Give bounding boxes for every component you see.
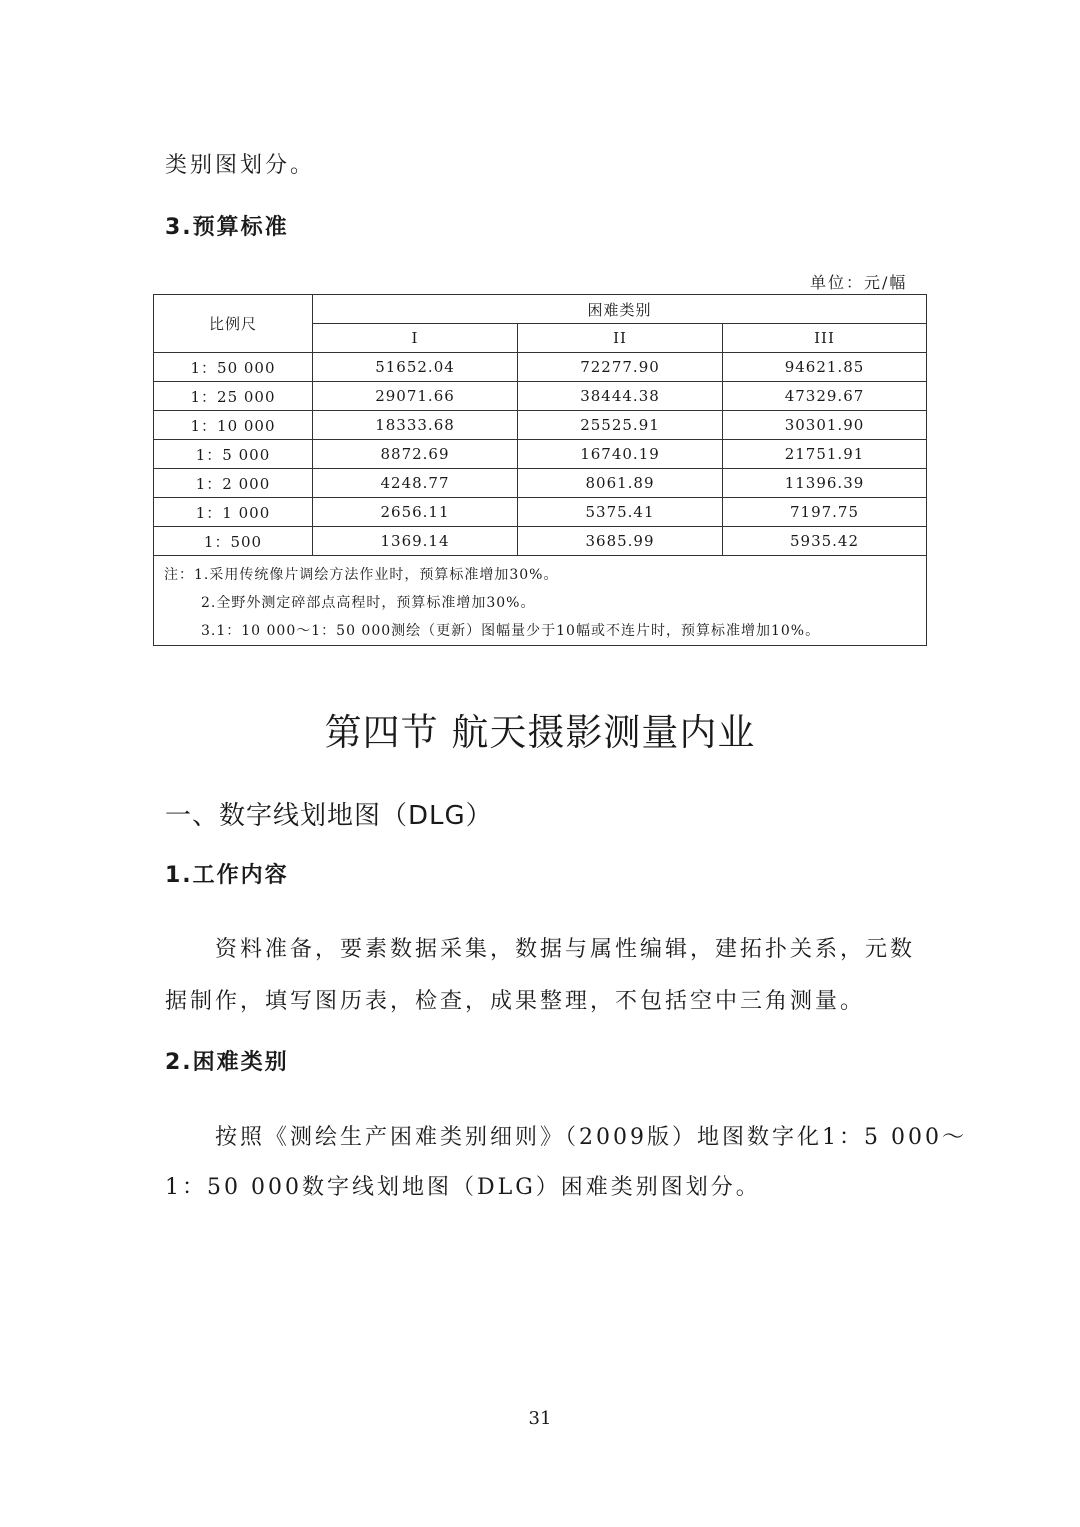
cell-scale: 1：1 000 — [154, 498, 313, 527]
cell-value: 11396.39 — [723, 469, 927, 498]
cell-value: 7197.75 — [723, 498, 927, 527]
table-notes — [154, 556, 927, 646]
work-content-line-2: 据制作，填写图历表，检查，成果整理，不包括空中三角测量。 — [165, 989, 866, 1014]
section-heading-dlg: 一、数字线划地图（DLG） — [165, 801, 493, 831]
cell-value: 3685.99 — [518, 527, 723, 556]
cell-value: 5375.41 — [518, 498, 723, 527]
cell-scale: 1：25 000 — [154, 382, 313, 411]
cell-value: 51652.04 — [313, 353, 518, 382]
cell-value: 30301.90 — [723, 411, 927, 440]
cell-value: 25525.91 — [518, 411, 723, 440]
cell-value: 72277.90 — [518, 353, 723, 382]
cell-scale: 1：5 000 — [154, 440, 313, 469]
table-row — [154, 353, 927, 382]
section-heading-budget: 3.预算标准 — [165, 215, 289, 240]
header-cat-1: I — [313, 324, 518, 353]
cell-value: 2656.11 — [313, 498, 518, 527]
table-row — [154, 440, 927, 469]
note-1: 注：1.采用传统像片调绘方法作业时，预算标准增加30%。 — [164, 567, 559, 583]
paragraph-continuation: 类别图划分。 — [165, 153, 316, 178]
unit-label: 单位：元/幅 — [810, 273, 908, 292]
table-row — [154, 527, 927, 556]
table-row — [154, 469, 927, 498]
cell-value: 29071.66 — [313, 382, 518, 411]
subheading-work-content: 1.工作内容 — [165, 863, 289, 888]
table-row — [154, 411, 927, 440]
cell-value: 21751.91 — [723, 440, 927, 469]
header-cat-2: II — [518, 324, 723, 353]
table-row — [154, 382, 927, 411]
cell-scale: 1：2 000 — [154, 469, 313, 498]
cell-value: 4248.77 — [313, 469, 518, 498]
note-3: 3.1：10 000～1：50 000测绘（更新）图幅量少于10幅或不连片时，预算标准增加10%。 — [201, 623, 821, 639]
budget-table — [153, 294, 927, 646]
work-content-line-1: 资料准备，要素数据采集，数据与属性编辑，建拓扑关系，元数 — [215, 937, 916, 962]
cell-value: 16740.19 — [518, 440, 723, 469]
page-number: 31 — [528, 1408, 552, 1429]
difficulty-line-2: 1：50 000数字线划地图（DLG）困难类别图划分。 — [165, 1175, 761, 1200]
cell-value: 5935.42 — [723, 527, 927, 556]
header-cat-3: III — [723, 324, 927, 353]
table-notes-row — [154, 556, 927, 646]
chapter-title: 第四节 航天摄影测量内业 — [324, 711, 756, 754]
cell-value: 18333.68 — [313, 411, 518, 440]
cell-value: 47329.67 — [723, 382, 927, 411]
cell-value: 8061.89 — [518, 469, 723, 498]
subheading-difficulty: 2.困难类别 — [165, 1050, 289, 1075]
cell-value: 8872.69 — [313, 440, 518, 469]
cell-scale: 1：10 000 — [154, 411, 313, 440]
table-row — [154, 498, 927, 527]
cell-scale: 1：50 000 — [154, 353, 313, 382]
note-2: 2.全野外测定碎部点高程时，预算标准增加30%。 — [201, 595, 536, 611]
header-difficulty: 困难类别 — [313, 295, 927, 324]
cell-value: 1369.14 — [313, 527, 518, 556]
cell-value: 38444.38 — [518, 382, 723, 411]
cell-scale: 1：500 — [154, 527, 313, 556]
difficulty-line-1: 按照《测绘生产困难类别细则》（2009版）地图数字化1：5 000～ — [215, 1125, 967, 1150]
cell-value: 94621.85 — [723, 353, 927, 382]
table-header-row — [154, 295, 927, 324]
header-scale: 比例尺 — [154, 295, 313, 353]
